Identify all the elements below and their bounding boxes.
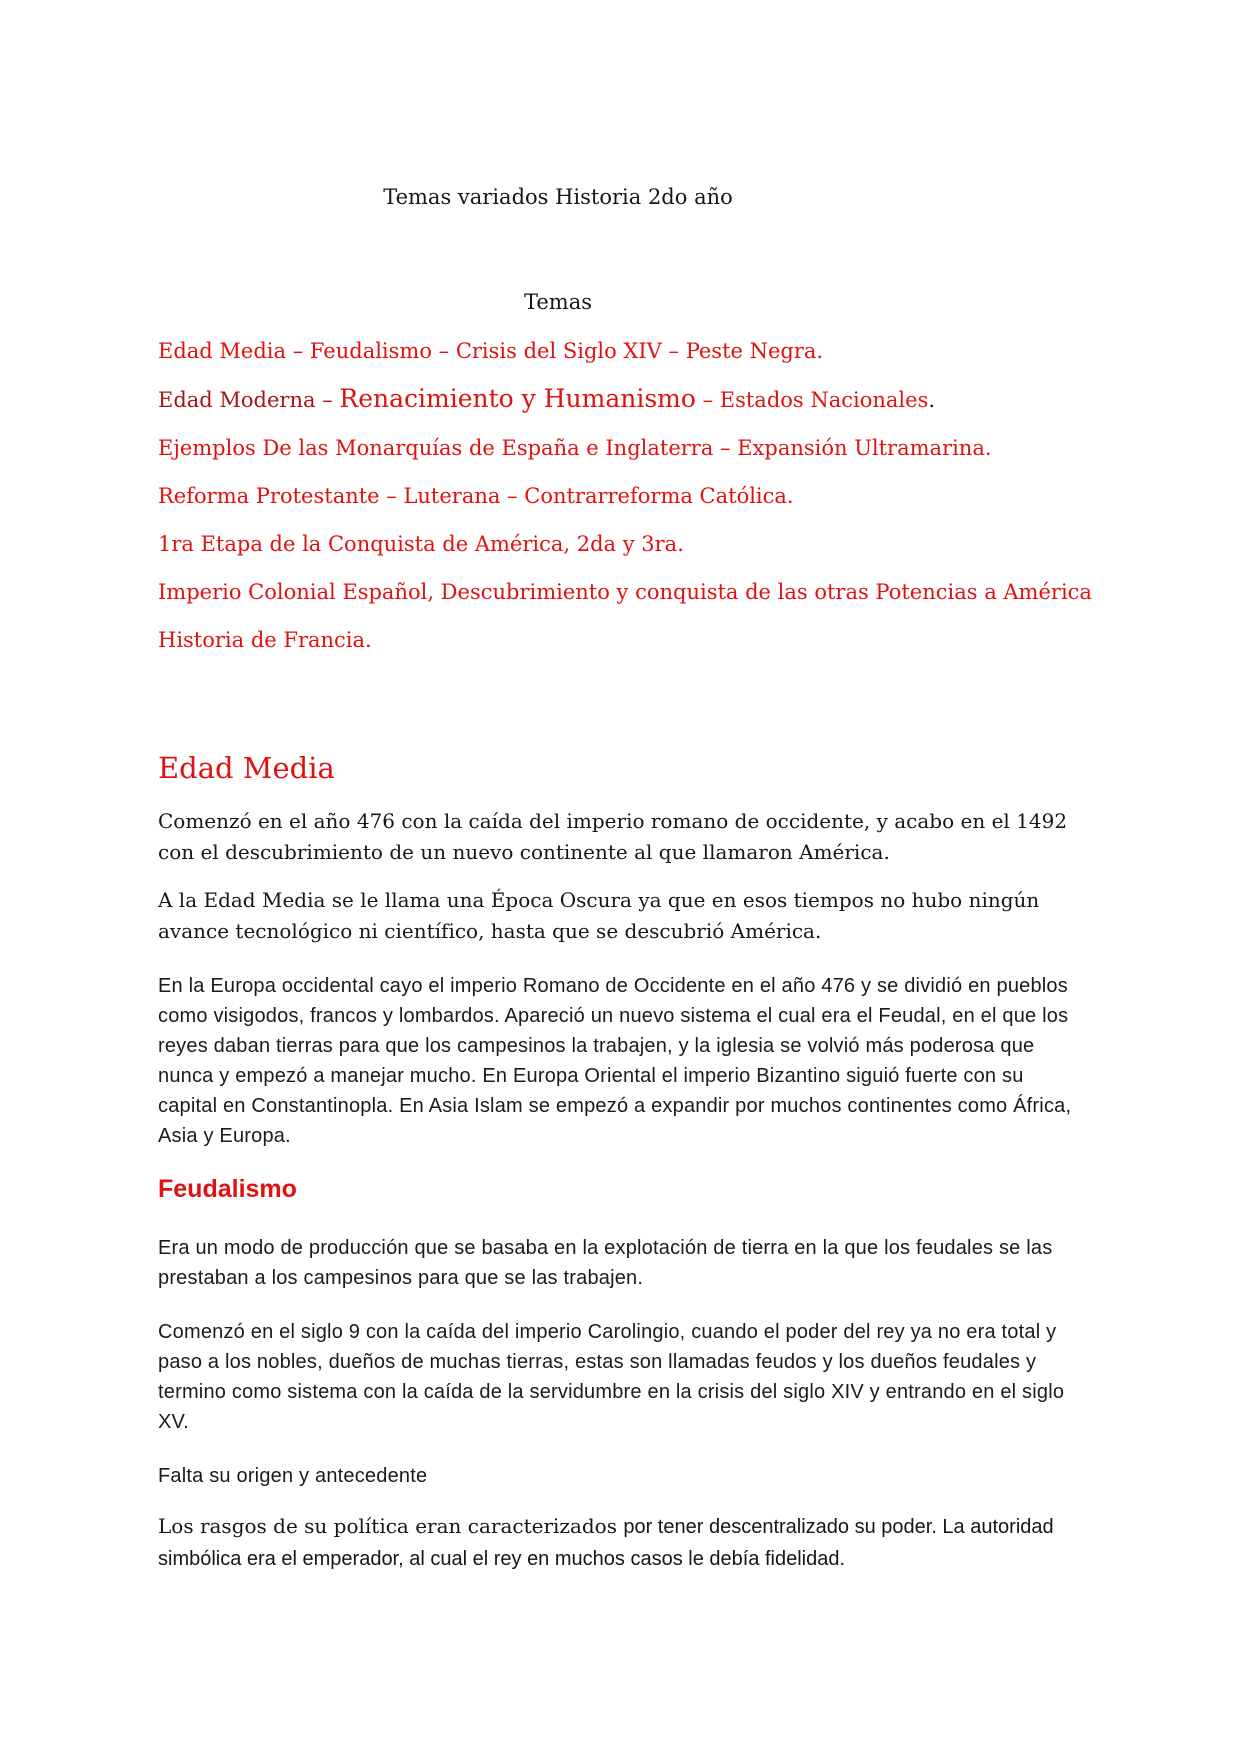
page-title: Temas variados Historia 2do año: [383, 185, 733, 209]
topic-line-1: Edad Media – Feudalismo – Crisis del Siglo XIV – Peste Negra.: [158, 339, 824, 363]
paragraph-feudalismo-4-sans-segment: por tener descentralizado su poder. La autoridad simbólica era el emperador, al cual el rey en muchos casos le debía fidelidad.: [158, 1516, 1054, 1570]
paragraph-feudalismo-2: Comenzó en el siglo 9 con la caída del imperio Carolingio, cuando el poder del rey ya no era total y paso a los nobles, dueños de muchas tierras, estas son llamadas feudos y los dueños feudales y termino como sistema con la caída de la servidumbre en la crisis del siglo XIV y entrando en el siglo XV.: [158, 1321, 1065, 1433]
paragraph-feudalismo-4: [158, 1511, 1085, 1575]
topic-line-6: Imperio Colonial Español, Descubrimiento y conquista de las otras Potencias a América: [158, 580, 1092, 604]
paragraph-feudalismo-1: Era un modo de producción que se basaba en la explotación de tierra en la que los feudales se las prestaban a los campesinos para que se las trabajen.: [158, 1237, 1053, 1289]
topic-line-5: 1ra Etapa de la Conquista de América, 2da y 3ra.: [158, 532, 684, 556]
topic-line-2-period: .: [928, 388, 936, 412]
topic-line-2-segment-dark: Edad Moderna –: [158, 388, 340, 412]
paragraph-feudalismo-4-serif-segment: Los rasgos de su política eran caracterizados: [158, 1514, 624, 1538]
topics-list-label: Temas: [523, 290, 592, 314]
section-heading-edad-media: Edad Media: [158, 751, 335, 785]
topic-line-2-segment-normal: – Estados Nacionales: [695, 388, 929, 412]
paragraph-feudalismo-3: Falta su origen y antecedente: [158, 1465, 428, 1487]
topic-line-2-segment-large: Renacimiento y Humanismo: [339, 384, 696, 413]
topic-line-3: Ejemplos De las Monarquías de España e Inglaterra – Expansión Ultramarina.: [158, 436, 992, 460]
section-heading-feudalismo: Feudalismo: [158, 1175, 297, 1203]
paragraph-edad-media-3: En la Europa occidental cayo el imperio Romano de Occidente en el año 476 y se dividió en pueblos como visigodos, francos y lombardos. Apareció un nuevo sistema el cual era el Feudal, en el que los reyes daban tierras para que los campesinos la trabajen, y la iglesia se volvió más poderosa que nunca y empezó a manejar mucho. En Europa Oriental el imperio Bizantino siguió fuerte con su capital en Constantinopla. En Asia Islam se empezó a expandir por muchos continentes como África, Asia y Europa.: [158, 975, 1072, 1147]
topics-list: [158, 337, 1092, 654]
paragraph-edad-media-1: Comenzó en el año 476 con la caída del imperio romano de occidente, y acabo en el 1492 con el descubrimiento de un nuevo continente al que llamaron América.: [158, 809, 1068, 864]
paragraph-edad-media-2: A la Edad Media se le llama una Época Oscura ya que en esos tiempos no hubo ningún avance tecnológico ni científico, hasta que se descubrió América.: [158, 888, 1040, 943]
topic-line-2: [158, 385, 1085, 414]
topic-line-4: Reforma Protestante – Luterana – Contrarreforma Católica.: [158, 484, 794, 508]
topic-line-7: Historia de Francia.: [158, 628, 372, 652]
